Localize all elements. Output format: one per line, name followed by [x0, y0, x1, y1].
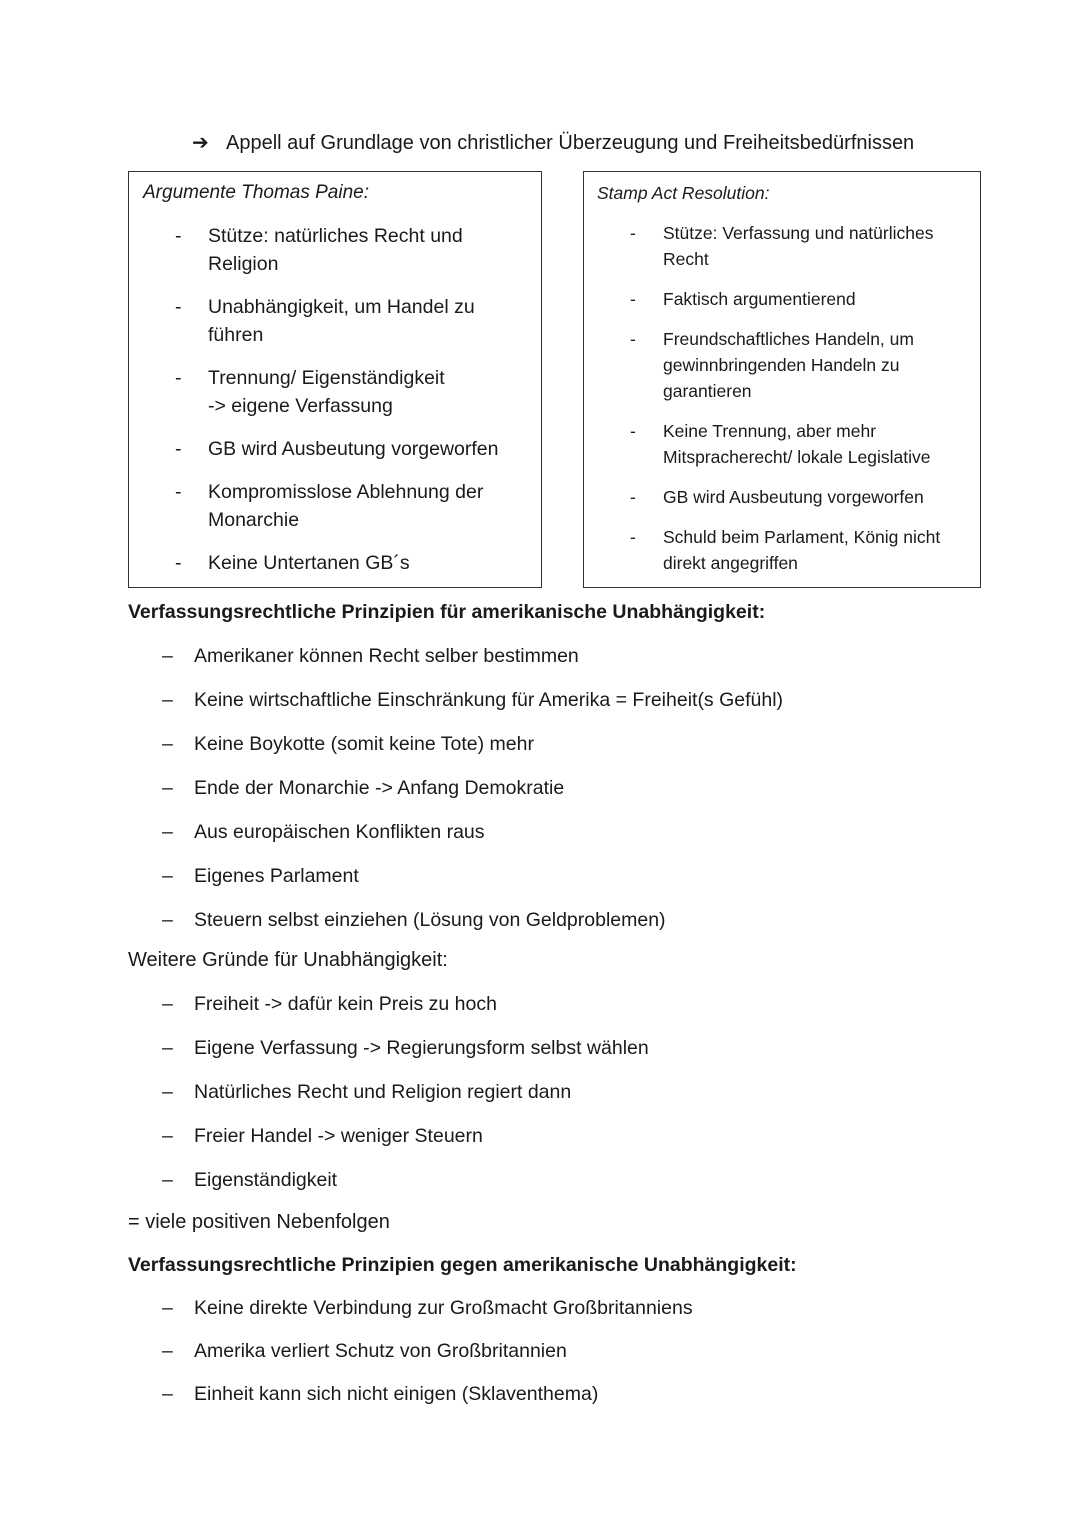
- dash-marker: -: [630, 289, 636, 309]
- further-reasons-section: [128, 947, 1028, 1193]
- stamp-argument-list: [597, 220, 968, 576]
- further-list: [128, 991, 1028, 1193]
- dash-marker: –: [162, 1383, 173, 1405]
- dash-marker: -: [175, 296, 182, 318]
- dash-marker: -: [175, 225, 182, 247]
- dash-marker: –: [162, 1037, 173, 1059]
- dash-marker: -: [630, 223, 636, 243]
- list-item: – Keine Boykotte (somit keine Tote) mehr: [162, 733, 534, 755]
- list-item: – Steuern selbst einziehen (Lösung von Geldproblemen): [162, 909, 666, 931]
- list-item: – Keine direkte Verbindung zur Großmacht Großbritanniens: [162, 1297, 693, 1319]
- dash-marker: -: [175, 481, 182, 503]
- dash-marker: –: [162, 777, 173, 799]
- list-item: - Schuld beim Parlament, König nicht direkt angegriffen: [597, 524, 968, 576]
- contra-independence-section: [128, 1252, 1028, 1407]
- dash-marker: –: [162, 645, 173, 667]
- dash-marker: –: [162, 733, 173, 755]
- list-item: – Freier Handel -> weniger Steuern: [162, 1125, 483, 1147]
- list-item: - Keine Untertanen GB´s: [143, 549, 527, 577]
- list-item: - Freundschaftliches Handeln, um gewinnbringenden Handeln zu garantieren: [597, 326, 968, 404]
- list-item: - Faktisch argumentierend: [597, 286, 968, 312]
- dash-marker: -: [175, 367, 182, 389]
- pro-independence-section: [128, 599, 1028, 933]
- pro-list: [128, 643, 1028, 933]
- contra-list: [128, 1295, 1028, 1407]
- list-item: – Aus europäischen Konflikten raus: [162, 821, 485, 843]
- further-heading: Weitere Gründe für Unabhängigkeit:: [128, 949, 448, 971]
- list-item: - Stütze: natürliches Recht und Religion: [143, 222, 527, 278]
- dash-marker: –: [162, 1340, 173, 1362]
- dash-marker: -: [175, 438, 182, 460]
- dash-marker: -: [630, 329, 636, 349]
- list-item: – Eigenes Parlament: [162, 865, 359, 887]
- stamp-act-box: [583, 171, 981, 588]
- list-item: - Keine Trennung, aber mehr Mitspracherecht/ lokale Legislative: [597, 418, 968, 470]
- pro-heading: Verfassungsrechtliche Prinzipien für amerikanische Unabhängigkeit:: [128, 601, 766, 623]
- dash-marker: –: [162, 1081, 173, 1103]
- paine-argument-list: [143, 222, 527, 577]
- list-item: – Keine wirtschaftliche Einschränkung für Amerika = Freiheit(s Gefühl): [162, 689, 784, 711]
- paine-box-title: Argumente Thomas Paine:: [143, 182, 370, 203]
- list-item: – Natürliches Recht und Religion regiert dann: [162, 1081, 572, 1103]
- list-item: – Ende der Monarchie -> Anfang Demokratie: [162, 777, 565, 799]
- dash-marker: –: [162, 1297, 173, 1319]
- paine-arguments-box: [128, 171, 542, 588]
- list-item: - Trennung/ Eigenständigkeit -> eigene Verfassung: [143, 364, 527, 420]
- dash-marker: –: [162, 689, 173, 711]
- dash-marker: –: [162, 821, 173, 843]
- dash-marker: –: [162, 993, 173, 1015]
- dash-marker: –: [162, 1169, 173, 1191]
- stamp-box-title: Stamp Act Resolution:: [597, 183, 770, 203]
- list-item: - Unabhängigkeit, um Handel zu führen: [143, 293, 527, 349]
- conclusion-line: [128, 1209, 1028, 1235]
- list-item: - Stütze: Verfassung und natürliches Recht: [597, 220, 968, 272]
- list-item: – Eigene Verfassung -> Regierungsform selbst wählen: [162, 1037, 649, 1059]
- intro-line: [192, 130, 914, 156]
- list-item: – Einheit kann sich nicht einigen (Sklaventhema): [162, 1383, 599, 1405]
- list-item: - GB wird Ausbeutung vorgeworfen: [143, 435, 527, 463]
- dash-marker: -: [630, 527, 636, 547]
- list-item: – Amerika verliert Schutz von Großbritannien: [162, 1340, 567, 1362]
- contra-heading: Verfassungsrechtliche Prinzipien gegen amerikanische Unabhängigkeit:: [128, 1254, 797, 1276]
- dash-marker: -: [630, 487, 636, 507]
- intro-text: Appell auf Grundlage von christlicher Überzeugung und Freiheitsbedürfnissen: [226, 132, 915, 154]
- dash-marker: –: [162, 1125, 173, 1147]
- dash-marker: -: [175, 552, 182, 574]
- dash-marker: –: [162, 909, 173, 931]
- arrow-icon: ➔: [192, 132, 209, 154]
- dash-marker: –: [162, 865, 173, 887]
- list-item: - GB wird Ausbeutung vorgeworfen: [597, 484, 968, 510]
- list-item: - Kompromisslose Ablehnung der Monarchie: [143, 478, 527, 534]
- list-item: – Amerikaner können Recht selber bestimmen: [162, 645, 579, 667]
- list-item: – Eigenständigkeit: [162, 1169, 338, 1191]
- dash-marker: -: [630, 421, 636, 441]
- list-item: – Freiheit -> dafür kein Preis zu hoch: [162, 993, 497, 1015]
- conclusion-text: = viele positiven Nebenfolgen: [128, 1211, 390, 1233]
